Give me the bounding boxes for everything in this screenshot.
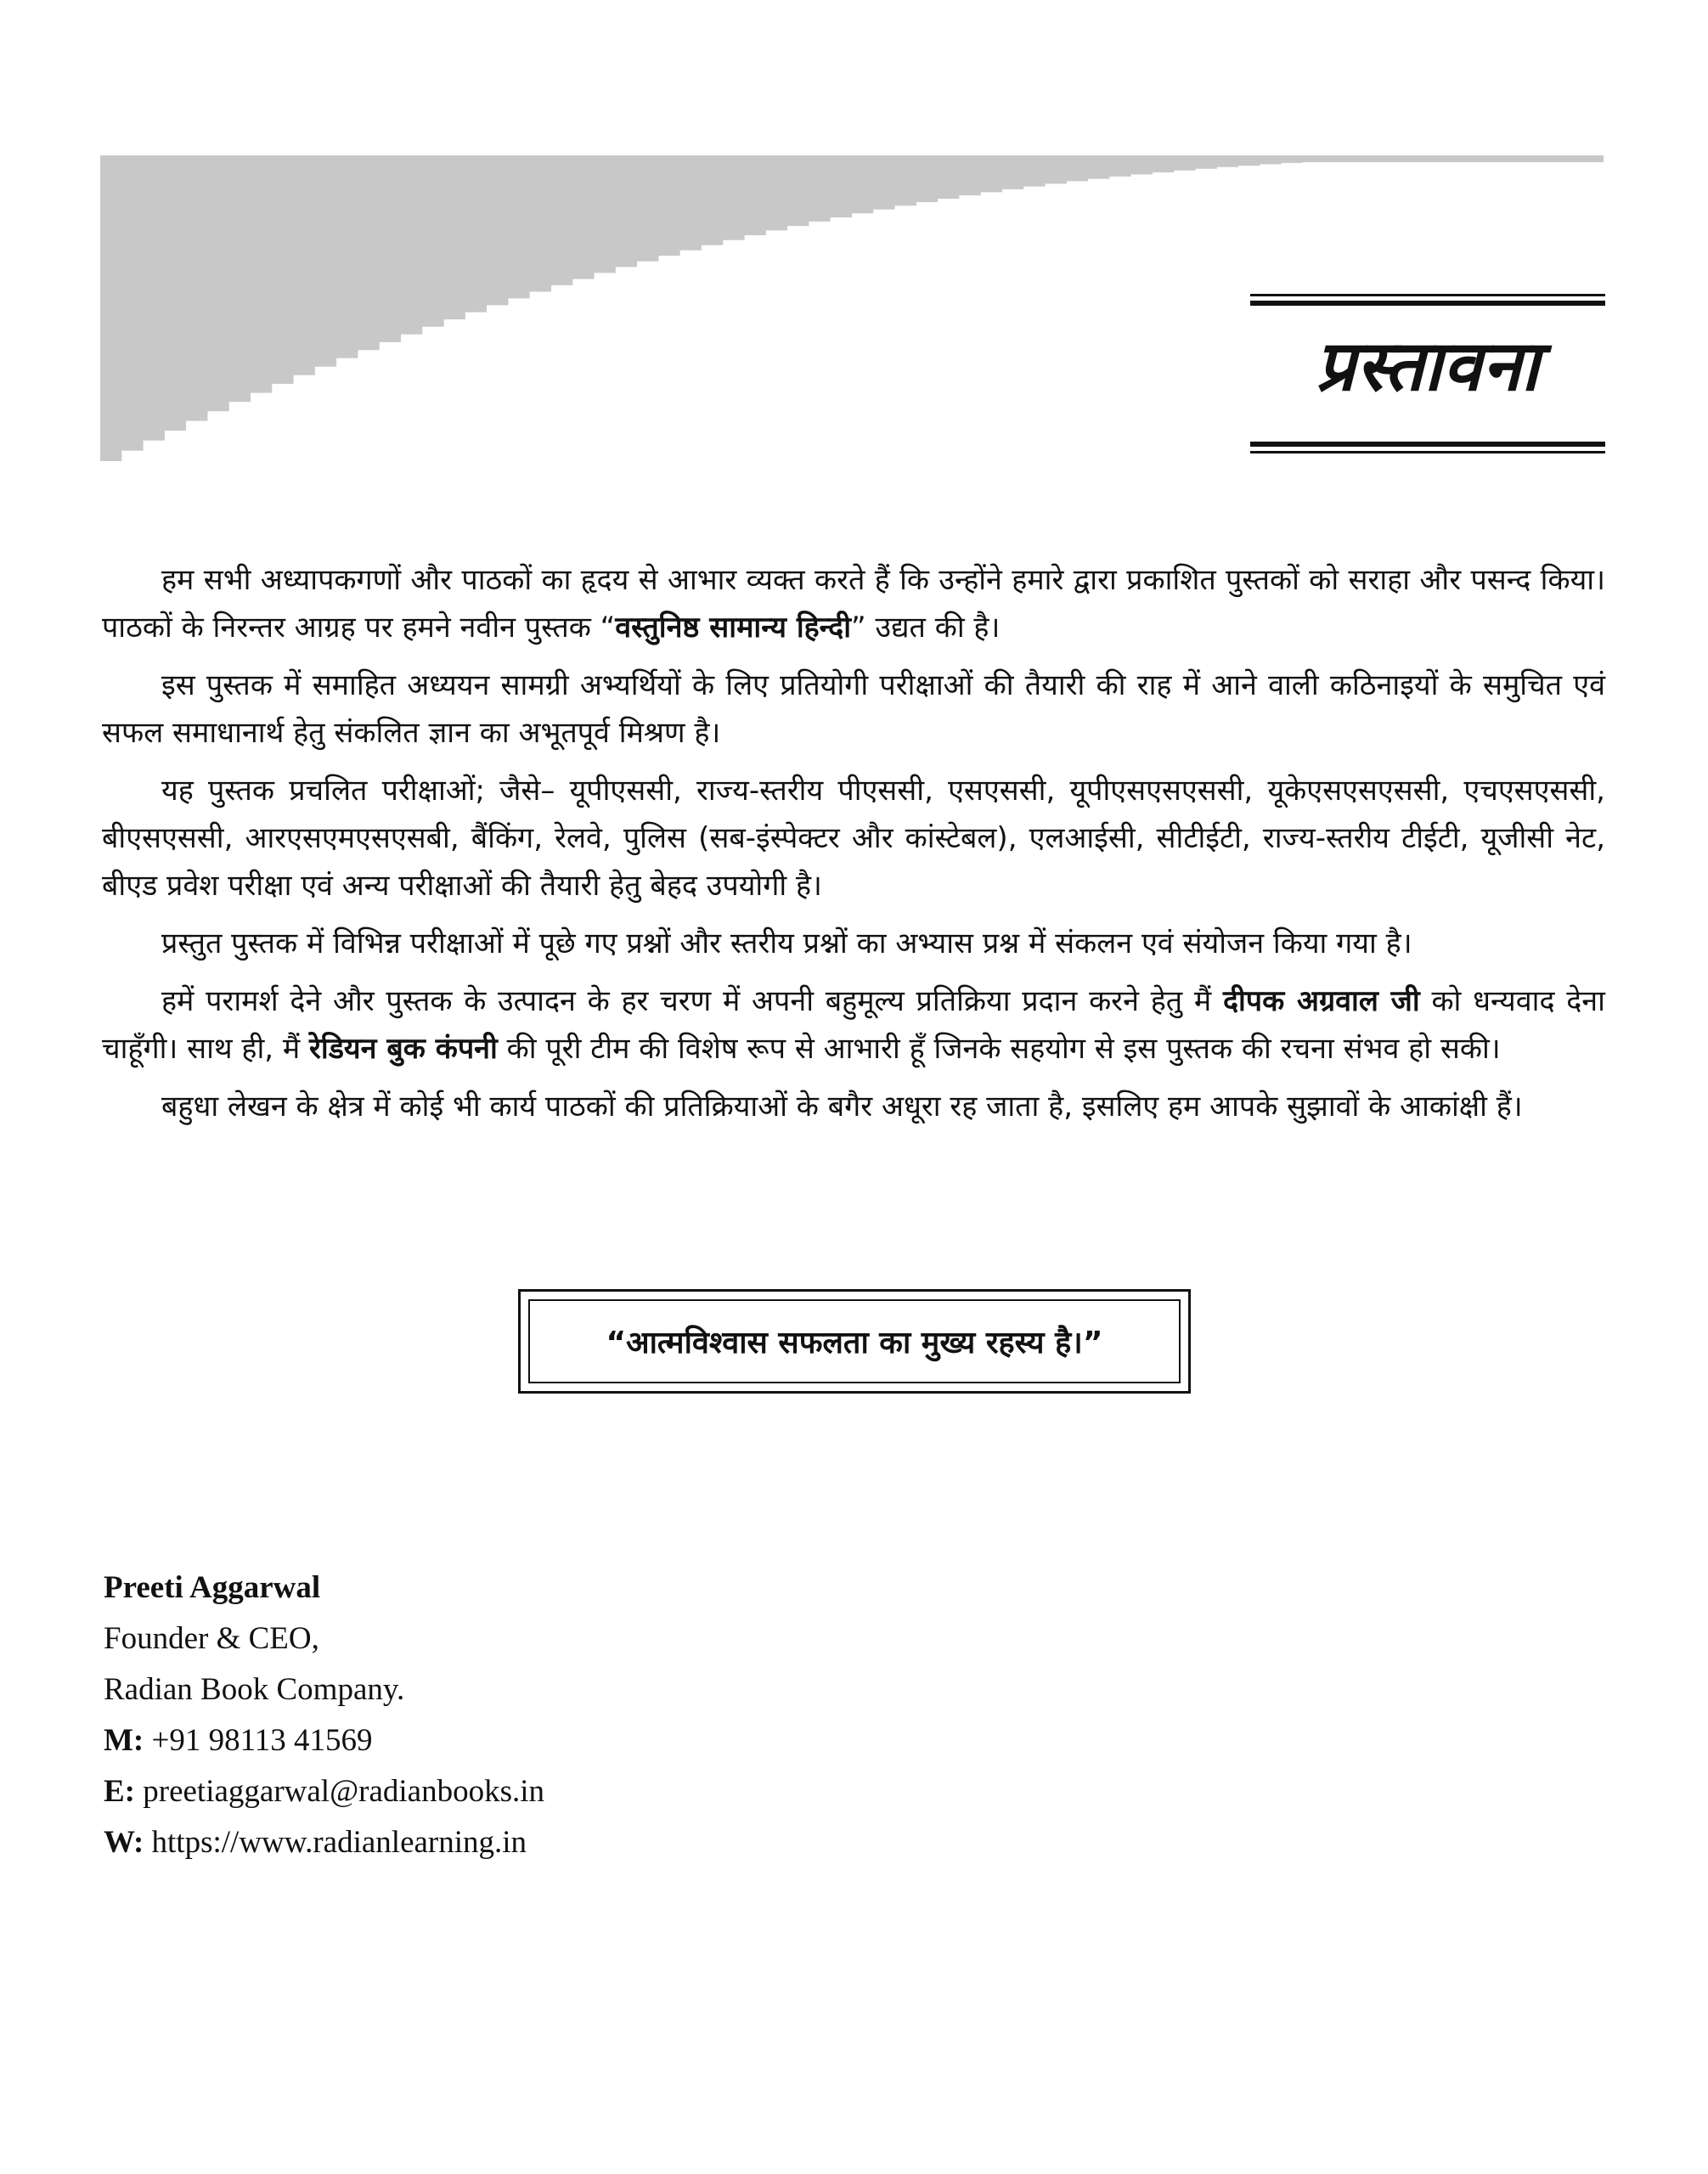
company-name-bold: रेडियन बुक कंपनी <box>309 1032 498 1066</box>
title-rule-bottom <box>1250 442 1605 453</box>
paragraph-1-text-end: ” उद्यत की है। <box>851 611 1001 645</box>
phone-line <box>104 1715 544 1766</box>
email-line <box>104 1766 544 1817</box>
signature-block <box>104 1563 544 1868</box>
book-title-bold: वस्तुनिष्ठ सामान्य हिन्दी <box>615 611 852 645</box>
paragraph-4: प्रस्तुत पुस्तक में विभिन्न परीक्षाओं में पूछे गए प्रश्नों और स्तरीय प्रश्नों का अभ्यास प्रश्न में संकलन एवं संयोजन किया गया है। <box>161 926 1412 960</box>
title-block <box>1250 294 1605 453</box>
email-label: E: <box>104 1774 135 1809</box>
paragraph-5-text-b: को धन्यवाद देना चाहूँगी। साथ ही, मैं <box>102 984 1605 1066</box>
website-link[interactable]: https://www.radianlearning.in <box>151 1825 527 1860</box>
paragraph-6: बहुधा लेखन के क्षेत्र में कोई भी कार्य पाठकों की प्रतिक्रियाओं के बगैर अधूरा रह जाता है, इसलिए हम आपके सुझावों के आकांक्षी हैं। <box>161 1090 1523 1124</box>
paragraph-3: यह पुस्तक प्रचलित परीक्षाओं; जैसे– यूपीएससी, राज्य-स्तरीय पीएससी, एसएससी, यूपीएसएसएससी, यूकेएसएसएससी, एचएसएससी, बीएसएससी, आरएसएमएसएसबी, बैंकिंग, रेलवे, पुलिस (सब-इंस्पेक्टर और कांस्टेबल), एलआईसी, सीटीईटी, राज्य-स्तरीय टीईटी, यूजीसी नेट, बीएड प्रवेश परीक्षा एवं अन्य परीक्षाओं की तैयारी हेतु बेहद उपयोगी है। <box>102 774 1605 903</box>
paragraph-5-text-a: हमें परामर्श देने और पुस्तक के उत्पादन के हर चरण में अपनी बहुमूल्य प्रतिक्रिया प्रदान करने हेतु मैं <box>161 984 1223 1018</box>
preface-body <box>102 556 1605 1141</box>
advisor-name-bold: दीपक अग्रवाल जी <box>1222 984 1420 1018</box>
paragraph-5 <box>102 977 1605 1073</box>
author-company: Radian Book Company. <box>104 1672 405 1707</box>
author-name: Preeti Aggarwal <box>104 1570 321 1605</box>
title-rule-top <box>1250 294 1605 306</box>
author-role: Founder & CEO, <box>104 1621 319 1656</box>
web-line <box>104 1817 544 1868</box>
web-label: W: <box>104 1825 144 1860</box>
phone-label: M: <box>104 1723 144 1758</box>
quote-text: “आत्मविश्वास सफलता का मुख्य रहस्य है।” <box>528 1299 1181 1383</box>
paragraph-1-text-start: हम सभी अध्यापकगणों और पाठकों का हृदय से आभार व्यक्त करते हैं कि उन्होंने हमारे द्वारा प्रकाशित पुस्तकों को सराहा और पसन्द किया। पाठकों के निरन्तर आग्रह पर हमने नवीन पुस्तक “ <box>102 563 1605 645</box>
page-title: प्रस्तावना <box>1316 326 1540 407</box>
phone-number[interactable]: +91 98113 41569 <box>151 1723 373 1758</box>
paragraph-2: इस पुस्तक में समाहित अध्ययन सामग्री अभ्यर्थियों के लिए प्रतियोगी परीक्षाओं की तैयारी की राह में आने वाली कठिनाइयों के समुचित एवं सफल समाधानार्थ हेतु संकलित ज्ञान का अभूतपूर्व मिश्रण है। <box>102 668 1605 750</box>
paragraph-5-text-c: की पूरी टीम की विशेष रूप से आभारी हूँ जिनके सहयोग से इस पुस्तक की रचना संभव हो सकी। <box>497 1032 1501 1066</box>
email-link[interactable]: preetiaggarwal@radianbooks.in <box>143 1774 545 1809</box>
paragraph-1 <box>102 556 1605 651</box>
quote-box <box>518 1289 1191 1394</box>
